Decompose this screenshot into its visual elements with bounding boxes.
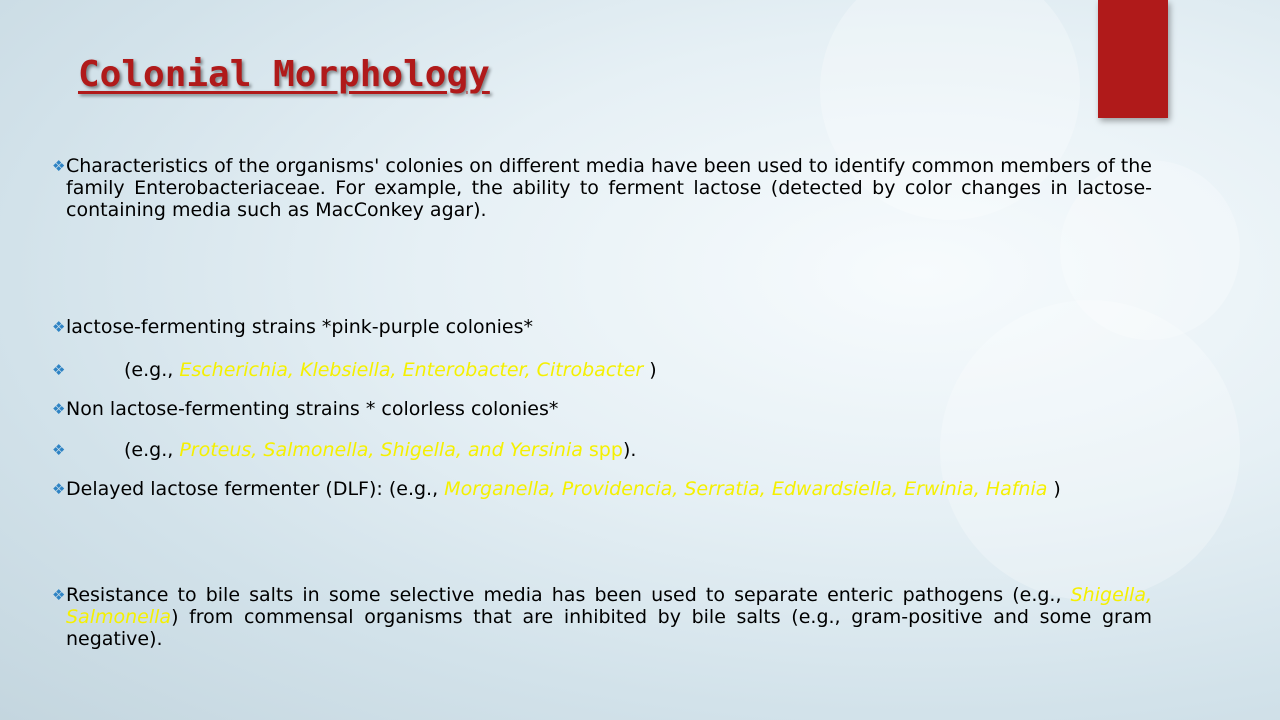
bullet-non-lactose-fermenting [52, 398, 1152, 420]
genus-list: Escherichia, Klebsiella, Enterobacter, Citrobacter [179, 359, 644, 381]
genus-list: Morganella, Providencia, Serratia, Edwardsiella, Erwinia, Hafnia [444, 478, 1048, 500]
diamond-bullet-icon: ❖ [52, 441, 66, 459]
bullet-suffix: ) from commensal organisms that are inhibited by bile salts (e.g., gram-positive and some gram negative). [66, 606, 1152, 650]
accent-bar [1098, 0, 1168, 118]
bullet-prefix: Delayed lactose fermenter (DLF): (e.g., [66, 478, 445, 500]
bullet-text [66, 359, 1152, 381]
bullet-text [66, 478, 1152, 500]
bullet-delayed-lactose-fermenter [52, 478, 1152, 500]
bullet-suffix: ) [643, 359, 657, 381]
bullet-lactose-fermenting [52, 316, 1152, 338]
diamond-bullet-icon: ❖ [52, 586, 66, 604]
diamond-bullet-icon: ❖ [52, 361, 66, 379]
spp-label: spp [588, 439, 623, 461]
bullet-text: lactose-fermenting strains *pink-purple colonies* [66, 316, 534, 338]
bullet-prefix: Resistance to bile salts in some selective media has been used to separate enteric pathogens (e.g., [66, 584, 1071, 606]
bullet-text: Characteristics of the organisms' colonies on different media have been used to identify common members of the family Enterobacteriaceae. For example, the ability to ferment lactose (detected by color changes in lactose-containing media such as MacConkey agar). [66, 155, 1152, 221]
bullet-text [66, 584, 1152, 650]
bullet-text: Non lactose-fermenting strains * colorless colonies* [66, 398, 559, 420]
bullet-suffix: ) [1047, 478, 1061, 500]
bullet-prefix: (e.g., [124, 359, 180, 381]
slide-title: Colonial Morphology [78, 54, 490, 95]
genus-list: Proteus, Salmonella, Shigella, and Yersinia [179, 439, 589, 461]
diamond-bullet-icon: ❖ [52, 480, 66, 498]
bullet-prefix: (e.g., [124, 439, 180, 461]
diamond-bullet-icon: ❖ [52, 400, 66, 418]
genus-list: Shigella, Salmonella [66, 584, 1152, 628]
bullet-characteristics [52, 155, 1152, 221]
diamond-bullet-icon: ❖ [52, 318, 66, 336]
bullet-suffix: ). [622, 439, 637, 461]
bullet-bile-salt-resistance [52, 584, 1152, 650]
bullet-text [66, 439, 1152, 461]
diamond-bullet-icon: ❖ [52, 157, 66, 175]
bullet-nlf-examples [52, 439, 1152, 461]
bullet-lf-examples [52, 359, 1152, 381]
